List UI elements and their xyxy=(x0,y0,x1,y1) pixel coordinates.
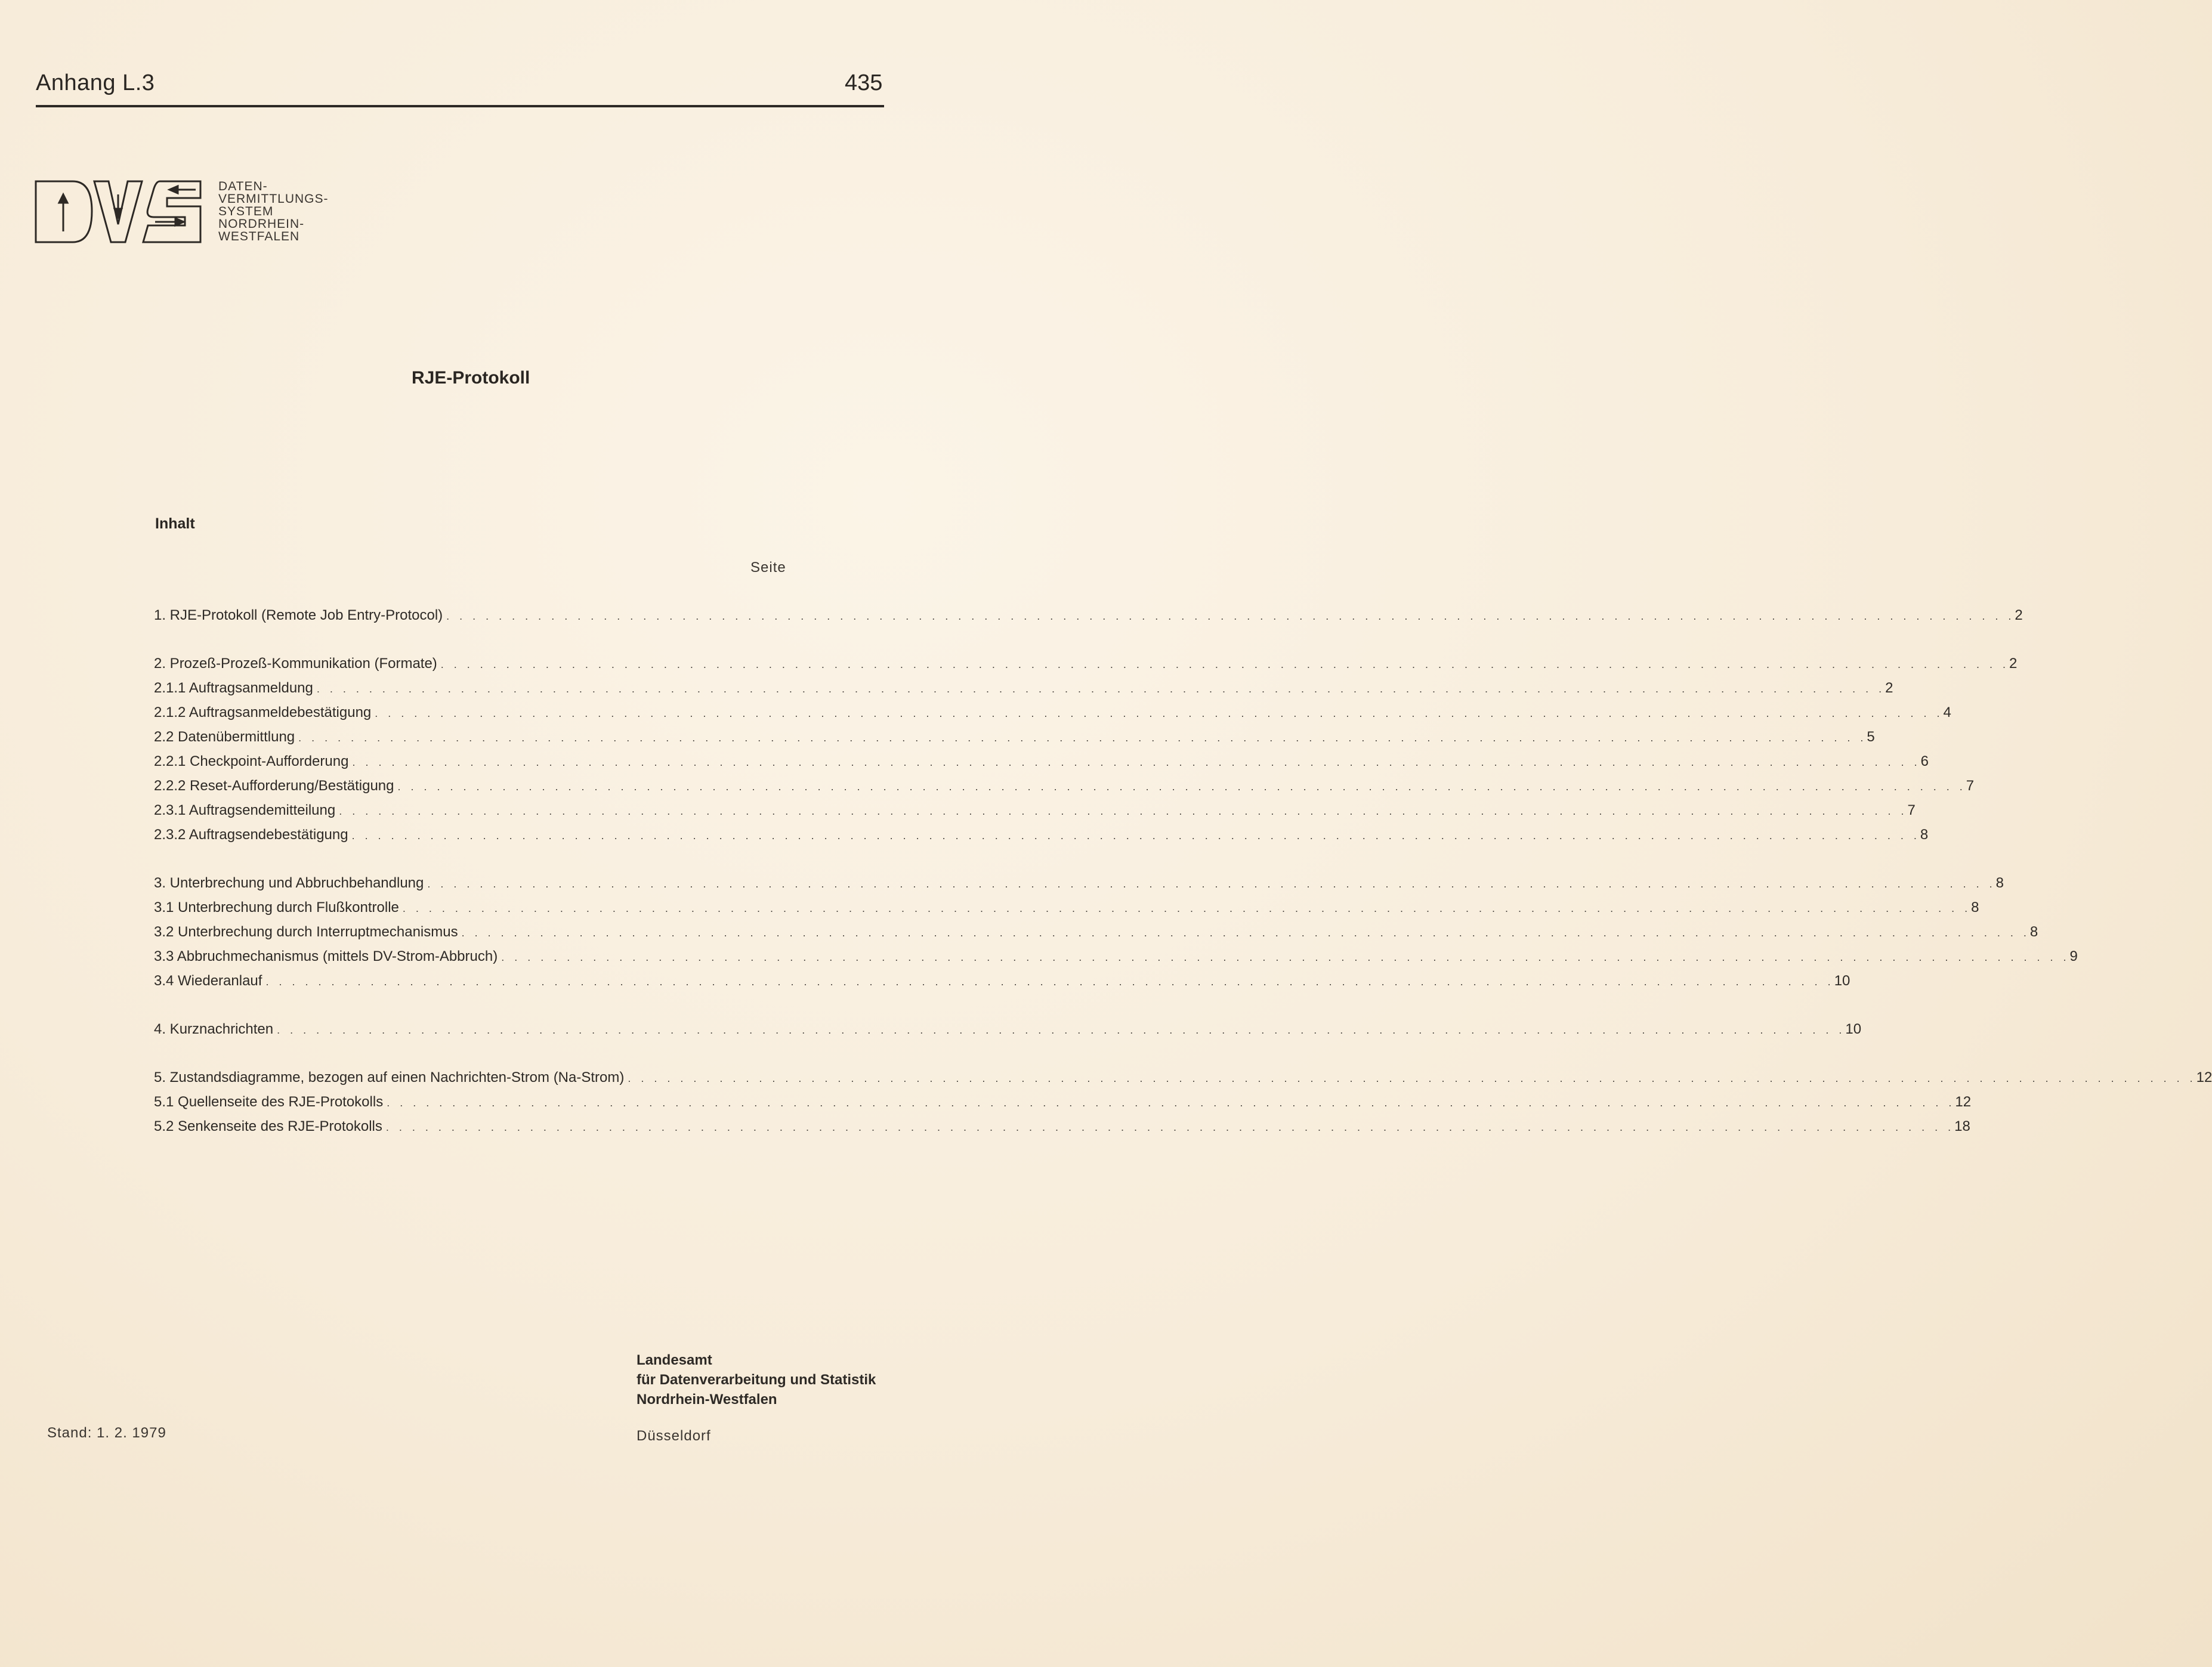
toc-entry xyxy=(154,948,2078,973)
toc-entry xyxy=(154,827,1929,851)
toc-entry-title: 4. Kurznachrichten xyxy=(154,1021,274,1037)
toc-entry-page: 9 xyxy=(2069,948,2078,964)
toc-entry-title: 2. Prozeß-Prozeß-Kommunikation (Formate) xyxy=(154,655,437,672)
stand-date: Stand: 1. 2. 1979 xyxy=(47,1425,166,1441)
toc-entry-title: 3.4 Wiederanlauf xyxy=(154,973,262,989)
toc-entry-title: 5.2 Senkenseite des RJE-Protokolls xyxy=(154,1118,382,1134)
toc-entry-title: 5. Zustandsdiagramme, bezogen auf einen Nachrichten-Strom (Na-Strom) xyxy=(154,1069,625,1085)
toc-dot-leader: . . . . . . . . . . . . . . . . . . . . . . . . . . . . . . . . . . . . . . . . . . . . . . . . . . . . . . . . . . . . . . . . . . . . . . . . . . . . . . . . . . . . . . . . . . . . . . . . . . . . . . . . . . . . . . . . . . . . . . . . xyxy=(440,658,2010,670)
page-column-label: Seite xyxy=(750,559,786,576)
toc-entry-page: 8 xyxy=(1971,899,1979,916)
toc-entry-title: 2.1.1 Auftragsanmeldung xyxy=(154,680,313,696)
toc-entry-page: 12 xyxy=(2196,1069,2212,1085)
publisher-line: für Datenverarbeitung und Statistik xyxy=(637,1372,876,1388)
toc-entry-title: 2.2 Datenübermittlung xyxy=(154,729,295,745)
logo-text-line: DATEN- xyxy=(218,180,268,193)
toc-dot-leader: . . . . . . . . . . . . . . . . . . . . . . . . . . . . . . . . . . . . . . . . . . . . . . . . . . . . . . . . . . . . . . . . . . . . . . . . . . . . . . . . . . . . . . . . . . . . . . . . . . . . . . . . . . . . . . . . . . . . . . . . xyxy=(316,683,1886,695)
toc-entry xyxy=(154,680,1893,704)
toc-entry xyxy=(154,1118,1970,1143)
toc-entry xyxy=(154,655,2018,680)
toc-group-gap xyxy=(154,851,786,875)
logo-text-line: VERMITTLUNGS- xyxy=(218,192,329,206)
publisher-line: Nordrhein-Westfalen xyxy=(637,1391,777,1408)
toc-entry-title: 3.2 Unterbrechung durch Interruptmechanismus xyxy=(154,924,458,940)
document-title: RJE-Protokoll xyxy=(412,368,530,388)
toc-dot-leader: . . . . . . . . . . . . . . . . . . . . . . . . . . . . . . . . . . . . . . . . . . . . . . . . . . . . . . . . . . . . . . . . . . . . . . . . . . . . . . . . . . . . . . . . . . . . . . . . . . . . . . . . . . . . . . . . . . . . . . . . xyxy=(397,781,1966,793)
toc-entry-page: 12 xyxy=(1955,1094,1972,1110)
toc-entry-title: 2.3.2 Auftragsendebestätigung xyxy=(154,827,348,843)
page-number: 435 xyxy=(845,70,883,95)
toc-entry xyxy=(154,704,1951,729)
toc-dot-leader: . . . . . . . . . . . . . . . . . . . . . . . . . . . . . . . . . . . . . . . . . . . . . . . . . . . . . . . . . . . . . . . . . . . . . . . . . . . . . . . . . . . . . . . . . . . . . . . . . . . . . . . . . . . . . . . . . . . . . . . . xyxy=(265,976,1834,988)
toc-entry-page: 2 xyxy=(2009,655,2018,672)
logo-text-line: SYSTEM xyxy=(218,205,274,218)
toc-entry-title: 5.1 Quellenseite des RJE-Protokolls xyxy=(154,1094,384,1110)
toc-entry-page: 18 xyxy=(1954,1118,1970,1134)
toc-dot-leader: . . . . . . . . . . . . . . . . . . . . . . . . . . . . . . . . . . . . . . . . . . . . . . . . . . . . . . . . . . . . . . . . . . . . . . . . . . . . . . . . . . . . . . . . . . . . . . . . . . . . . . . . . . . . . . . . . . . . . . . . xyxy=(351,830,1920,842)
toc-entry-title: 3.1 Unterbrechung durch Flußkontrolle xyxy=(154,899,399,916)
toc-dot-leader: . . . . . . . . . . . . . . . . . . . . . . . . . . . . . . . . . . . . . . . . . . . . . . . . . . . . . . . . . . . . . . . . . . . . . . . . . . . . . . . . . . . . . . . . . . . . . . . . . . . . . . . . . . . . . . . . . . . . . . . . xyxy=(385,1121,1955,1133)
publisher-line: Landesamt xyxy=(637,1352,712,1368)
toc-entry-page: 6 xyxy=(1920,753,1929,769)
toc-dot-leader: . . . . . . . . . . . . . . . . . . . . . . . . . . . . . . . . . . . . . . . . . . . . . . . . . . . . . . . . . . . . . . . . . . . . . . . . . . . . . . . . . . . . . . . . . . . . . . . . . . . . . . . . . . . . . . . . . . . . . . . . xyxy=(277,1024,1846,1036)
toc-entry-page: 10 xyxy=(1834,973,1850,989)
toc-entry xyxy=(154,607,2023,632)
logo-text-line: NORDRHEIN- xyxy=(218,217,305,231)
toc-entry xyxy=(154,1094,1972,1118)
toc-heading: Inhalt xyxy=(155,515,195,532)
toc-dot-leader: . . . . . . . . . . . . . . . . . . . . . . . . . . . . . . . . . . . . . . . . . . . . . . . . . . . . . . . . . . . . . . . . . . . . . . . . . . . . . . . . . . . . . . . . . . . . . . . . . . . . . . . . . . . . . . . . . . . . . . . . xyxy=(402,902,1972,914)
toc-dot-leader: . . . . . . . . . . . . . . . . . . . . . . . . . . . . . . . . . . . . . . . . . . . . . . . . . . . . . . . . . . . . . . . . . . . . . . . . . . . . . . . . . . . . . . . . . . . . . . . . . . . . . . . . . . . . . . . . . . . . . . . . xyxy=(628,1072,2196,1084)
toc-group-gap xyxy=(154,997,786,1021)
toc-dot-leader: . . . . . . . . . . . . . . . . . . . . . . . . . . . . . . . . . . . . . . . . . . . . . . . . . . . . . . . . . . . . . . . . . . . . . . . . . . . . . . . . . . . . . . . . . . . . . . . . . . . . . . . . . . . . . . . . . . . . . . . . xyxy=(387,1097,1955,1109)
toc-dot-leader: . . . . . . . . . . . . . . . . . . . . . . . . . . . . . . . . . . . . . . . . . . . . . . . . . . . . . . . . . . . . . . . . . . . . . . . . . . . . . . . . . . . . . . . . . . . . . . . . . . . . . . . . . . . . . . . . . . . . . . . . xyxy=(427,878,1996,890)
toc-entry-page: 4 xyxy=(1943,704,1951,720)
publisher-city: Düsseldorf xyxy=(637,1428,711,1444)
toc-entry-title: 2.2.1 Checkpoint-Aufforderung xyxy=(154,753,349,769)
toc-entry-title: 3.3 Abbruchmechanismus (mittels DV-Strom-Abbruch) xyxy=(154,948,498,964)
toc-entry-page: 8 xyxy=(2029,924,2038,940)
toc-dot-leader: . . . . . . . . . . . . . . . . . . . . . . . . . . . . . . . . . . . . . . . . . . . . . . . . . . . . . . . . . . . . . . . . . . . . . . . . . . . . . . . . . . . . . . . . . . . . . . . . . . . . . . . . . . . . . . . . . . . . . . . . xyxy=(352,756,1921,768)
toc-dot-leader: . . . . . . . . . . . . . . . . . . . . . . . . . . . . . . . . . . . . . . . . . . . . . . . . . . . . . . . . . . . . . . . . . . . . . . . . . . . . . . . . . . . . . . . . . . . . . . . . . . . . . . . . . . . . . . . . . . . . . . . . xyxy=(298,732,1867,744)
toc-entry xyxy=(154,924,2038,948)
toc-entry xyxy=(154,899,1979,924)
toc-entry xyxy=(154,778,1975,802)
dvs-logo-icon xyxy=(35,177,203,247)
header-section: Anhang L.3 xyxy=(36,70,155,95)
toc-entry-title: 2.3.1 Auftragsendemitteilung xyxy=(154,802,336,818)
toc-entry-title: 2.1.2 Auftragsanmeldebestätigung xyxy=(154,704,372,720)
toc-entry xyxy=(154,1021,1862,1046)
toc-entry-title: 2.2.2 Reset-Aufforderung/Bestätigung xyxy=(154,778,394,794)
publisher-block xyxy=(637,1350,876,1409)
toc-entry-page: 5 xyxy=(1867,729,1875,745)
toc-entry-page: 2 xyxy=(2015,607,2023,623)
toc-entry xyxy=(154,875,2004,899)
toc-dot-leader: . . . . . . . . . . . . . . . . . . . . . . . . . . . . . . . . . . . . . . . . . . . . . . . . . . . . . . . . . . . . . . . . . . . . . . . . . . . . . . . . . . . . . . . . . . . . . . . . . . . . . . . . . . . . . . . . . . . . . . . . xyxy=(339,805,1908,817)
table-of-contents xyxy=(154,607,2212,1143)
logo-text-line: WESTFALEN xyxy=(218,230,300,243)
toc-entry-page: 8 xyxy=(1995,875,2004,891)
toc-group-gap xyxy=(154,632,786,655)
toc-entry xyxy=(154,753,1929,778)
toc-group-gap xyxy=(154,1046,786,1069)
toc-dot-leader: . . . . . . . . . . . . . . . . . . . . . . . . . . . . . . . . . . . . . . . . . . . . . . . . . . . . . . . . . . . . . . . . . . . . . . . . . . . . . . . . . . . . . . . . . . . . . . . . . . . . . . . . . . . . . . . . . . . . . . . . xyxy=(501,951,2070,963)
toc-entry-page: 7 xyxy=(1907,802,1916,818)
logo-text xyxy=(218,180,329,243)
toc-entry-page: 7 xyxy=(1966,778,1975,794)
toc-dot-leader: . . . . . . . . . . . . . . . . . . . . . . . . . . . . . . . . . . . . . . . . . . . . . . . . . . . . . . . . . . . . . . . . . . . . . . . . . . . . . . . . . . . . . . . . . . . . . . . . . . . . . . . . . . . . . . . . . . . . . . . . xyxy=(446,610,2015,622)
toc-dot-leader: . . . . . . . . . . . . . . . . . . . . . . . . . . . . . . . . . . . . . . . . . . . . . . . . . . . . . . . . . . . . . . . . . . . . . . . . . . . . . . . . . . . . . . . . . . . . . . . . . . . . . . . . . . . . . . . . . . . . . . . . xyxy=(461,927,2030,939)
toc-entry xyxy=(154,1069,2212,1094)
toc-entry xyxy=(154,973,1850,997)
toc-dot-leader: . . . . . . . . . . . . . . . . . . . . . . . . . . . . . . . . . . . . . . . . . . . . . . . . . . . . . . . . . . . . . . . . . . . . . . . . . . . . . . . . . . . . . . . . . . . . . . . . . . . . . . . . . . . . . . . . . . . . . . . . xyxy=(375,707,1944,719)
toc-entry-title: 1. RJE-Protokoll (Remote Job Entry-Protocol) xyxy=(154,607,443,623)
toc-entry-title: 3. Unterbrechung und Abbruchbehandlung xyxy=(154,875,424,891)
header-divider xyxy=(36,105,884,107)
toc-entry-page: 10 xyxy=(1845,1021,1862,1037)
toc-entry-page: 8 xyxy=(1920,827,1929,843)
toc-entry-page: 2 xyxy=(1885,680,1893,696)
toc-entry xyxy=(154,802,1916,827)
toc-entry xyxy=(154,729,1875,753)
